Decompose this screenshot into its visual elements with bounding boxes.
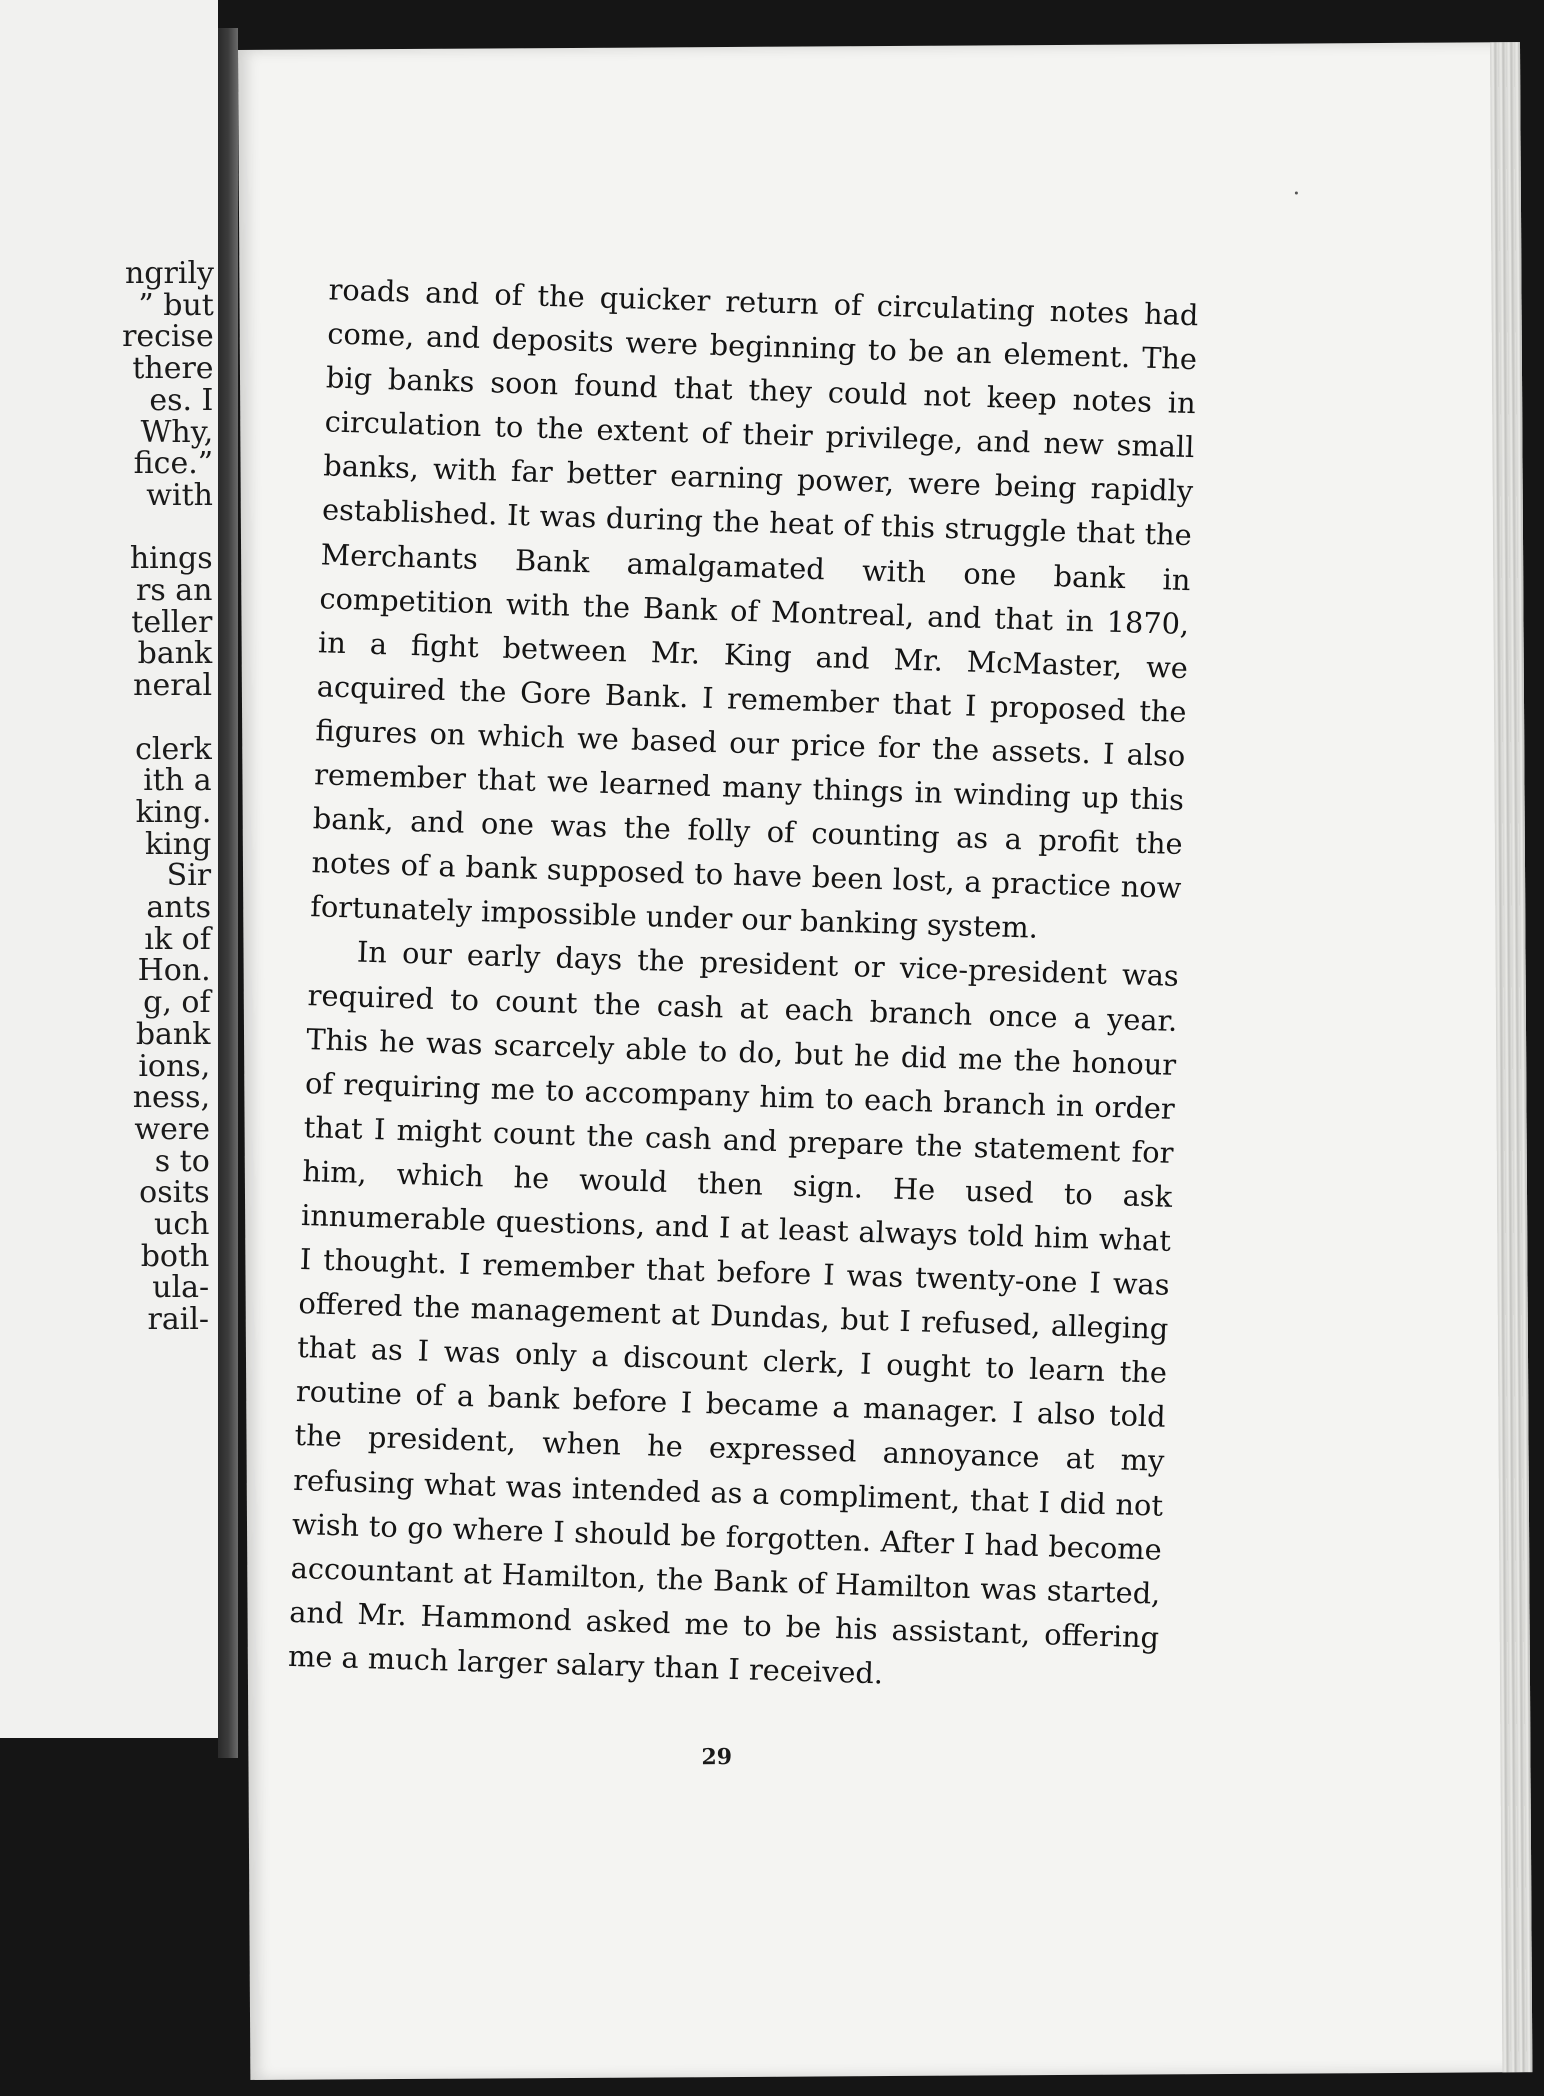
left-page-line: es. I	[149, 382, 214, 418]
left-page-line: osits	[139, 1175, 210, 1211]
page-number: 29	[701, 1744, 733, 1771]
left-page-line: fice.”	[133, 446, 214, 482]
left-page-line: Hon.	[137, 953, 211, 989]
left-page-line: both	[140, 1238, 210, 1274]
left-page-line: g, of	[143, 985, 211, 1021]
left-page-line: teller	[131, 604, 213, 640]
left-page-line: ith a	[143, 763, 212, 799]
left-page-line: bank	[137, 636, 213, 672]
left-page-line: recise	[122, 319, 214, 355]
left-page-line: ants	[146, 890, 211, 925]
left-page-line: king	[145, 826, 212, 862]
paragraph-2: In our early days the president or vice-president was required to count the cash at each branch once a year. This he was scarcely able to do, but he did me the honour of requiring me to accompany him to each branch in order that I might count the cash and prepare the statement for him, which he would then sign. He used to ask innumerable questions, and I at least always told him what I thought. I remember that before I was twenty-one I was offered the management at Dundas, but I refused, alleging that as I was only a discount clerk, I ought to learn the routine of a bank before I became a manager. I also told the president, when he expressed annoyance at my refusing what was intended as a compliment, that I did not wish to go where I should be forgotten. After I had become accountant at Hamilton, the Bank of Hamilton was started, and Mr. Hammond asked me to be his assistant, offering me a much larger salary than I received.	[287, 934, 1180, 1691]
book-gutter	[218, 28, 238, 1758]
left-page-line: ık of	[144, 921, 211, 957]
left-page-line: ula-	[152, 1270, 210, 1306]
left-page-line: uch	[154, 1207, 210, 1242]
page-edge	[1490, 42, 1532, 2072]
paragraph-1: roads and of the quicker return of circulating notes had come, and deposits were beginning to be an element. The big banks soon found that they could not keep notes in circulation to the extent of their privilege, and new small banks, with far better earning power, were being rapidly established. It was during the heat of this struggle that the Merchants Bank amalgamated with one bank in competition with the Bank of Montreal, and that in 1870, in a fight between Mr. King and Mr. McMaster, we acquired the Gore Bank. I remember that I proposed the figures on which we based our price for the assets. I also remember that we learned many things in winding up this bank, and one was the folly of counting as a profit the notes of a bank supposed to have been lost, a practice now fortunately impossible under our banking system.	[309, 272, 1199, 946]
left-page-line: neral	[133, 668, 213, 704]
left-page-line: bank	[135, 1016, 211, 1052]
left-page-line: ness,	[132, 1080, 211, 1116]
body-text	[287, 267, 1198, 1703]
left-page-line: Sir	[166, 858, 212, 894]
left-page-line: Why,	[140, 414, 214, 450]
left-page-line: clerk	[135, 731, 212, 767]
left-page-line: with	[146, 477, 213, 513]
left-page-line: ngrily	[124, 256, 214, 291]
left-page-line: ions,	[138, 1048, 211, 1084]
left-page-line: ” but	[138, 287, 214, 323]
left-page-line: hings	[129, 541, 213, 577]
left-page-line: rail-	[147, 1302, 210, 1338]
left-page-line: king.	[135, 794, 212, 830]
right-page	[238, 42, 1532, 2080]
left-facing-page	[0, 0, 218, 1738]
left-page-line: there	[132, 351, 214, 387]
left-page-line: rs an	[136, 573, 213, 608]
left-page-line: were	[134, 1111, 210, 1147]
left-page-line: s to	[154, 1143, 210, 1179]
paper-speck	[1295, 192, 1298, 195]
